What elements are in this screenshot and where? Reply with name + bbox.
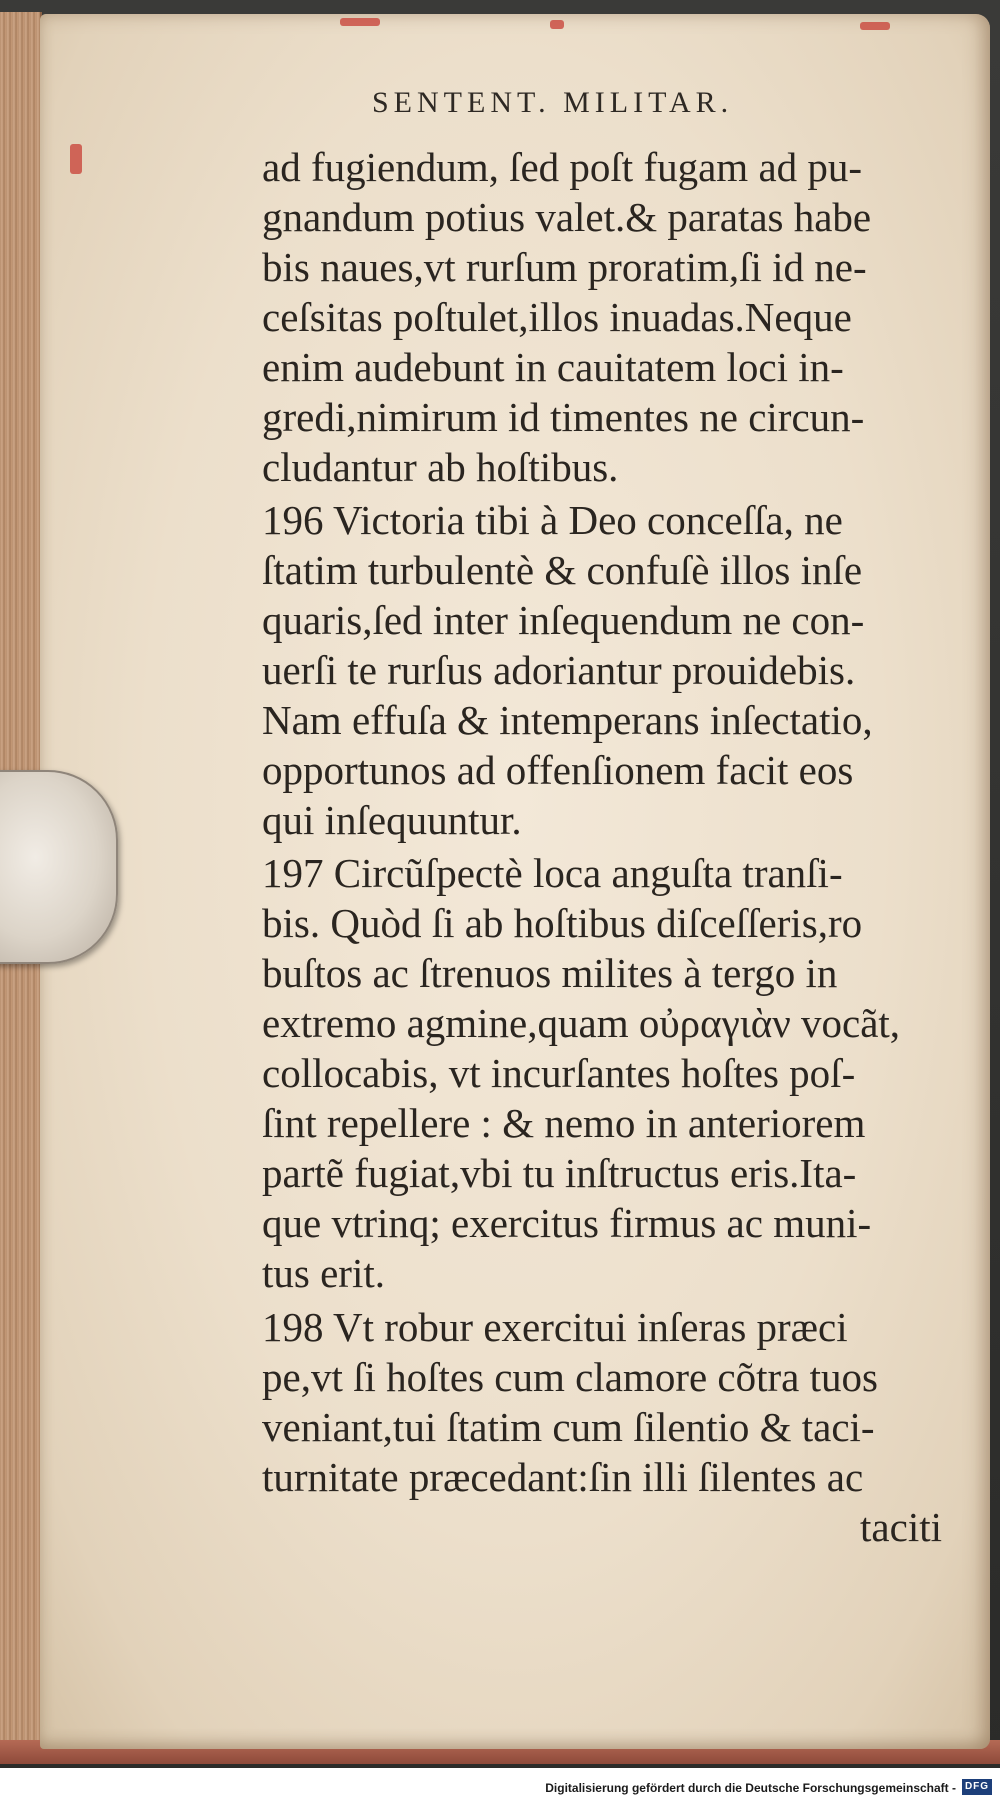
text-line: gnandum potius valet.& paratas habe (262, 194, 872, 240)
text-line: qui inſequuntur. (262, 797, 522, 843)
text-line: bis. Quòd ſi ab hoſtibus diſceſſeris,ro (262, 900, 863, 946)
text-line: quaris,ſed inter inſequendum ne con- (262, 597, 865, 643)
text-line: bis naues,vt rurſum proratim,ſi id ne- (262, 244, 867, 290)
text-line: cludantur ab hoſtibus. (262, 444, 619, 490)
text-line: gredi,nimirum id timentes ne circun- (262, 394, 865, 440)
catchword: taciti (860, 1504, 942, 1550)
text-line: partẽ fugiat,vbi tu inſtructus eris.Ita- (262, 1150, 857, 1196)
page-holder-clip (0, 770, 118, 964)
footer-bar (0, 1768, 1000, 1808)
red-stain (860, 22, 890, 30)
text-line: ad fugiendum, ſed poſt fugam ad pu- (262, 144, 863, 190)
text-line: tus erit. (262, 1250, 385, 1296)
text-line: ſint repellere : & nemo in anteriorem (262, 1100, 866, 1146)
funding-credit: Digitalisierung gefördert durch die Deutsche Forschungsgemeinschaft - (545, 1781, 956, 1795)
text-line: collocabis, vt incurſantes hoſtes poſ- (262, 1050, 856, 1096)
running-header: SENTENT. MILITAR. (372, 86, 734, 119)
text-line: enim audebunt in cauitatem loci in- (262, 344, 844, 390)
text-line: pe,vt ſi hoſtes cum clamore cõtra tuos (262, 1354, 878, 1400)
text-line: Nam effuſa & intemperans inſectatio, (262, 697, 873, 743)
text-line: buſtos ac ſtrenuos milites à tergo in (262, 950, 838, 996)
dfg-logo: DFG (962, 1779, 992, 1795)
text-line: ceſsitas poſtulet,illos inuadas.Neque (262, 294, 852, 340)
red-stain (70, 144, 82, 174)
text-line: 198 Vt robur exercitui inſeras præci (262, 1304, 848, 1350)
red-stain (550, 20, 564, 29)
text-line: que vtrinq; exercitus firmus ac muni- (262, 1200, 872, 1246)
text-line: opportunos ad offenſionem facit eos (262, 747, 854, 793)
red-stain (340, 18, 380, 26)
text-line: veniant,tui ſtatim cum ſilentio & taci- (262, 1404, 875, 1450)
text-line: turnitate præcedant:ſin illi ſilentes ac (262, 1454, 864, 1500)
text-line: ſtatim turbulentè & confuſè illos inſe (262, 547, 863, 593)
text-line: extremo agmine,quam οὐραγιὰν vocãt, (262, 1000, 901, 1046)
text-line: uerſi te rurſus adoriantur prouidebis. (262, 647, 856, 693)
text-line: 196 Victoria tibi à Deo conceſſa, ne (262, 497, 843, 543)
text-line: 197 Circũſpectè loca anguſta tranſi- (262, 850, 843, 896)
